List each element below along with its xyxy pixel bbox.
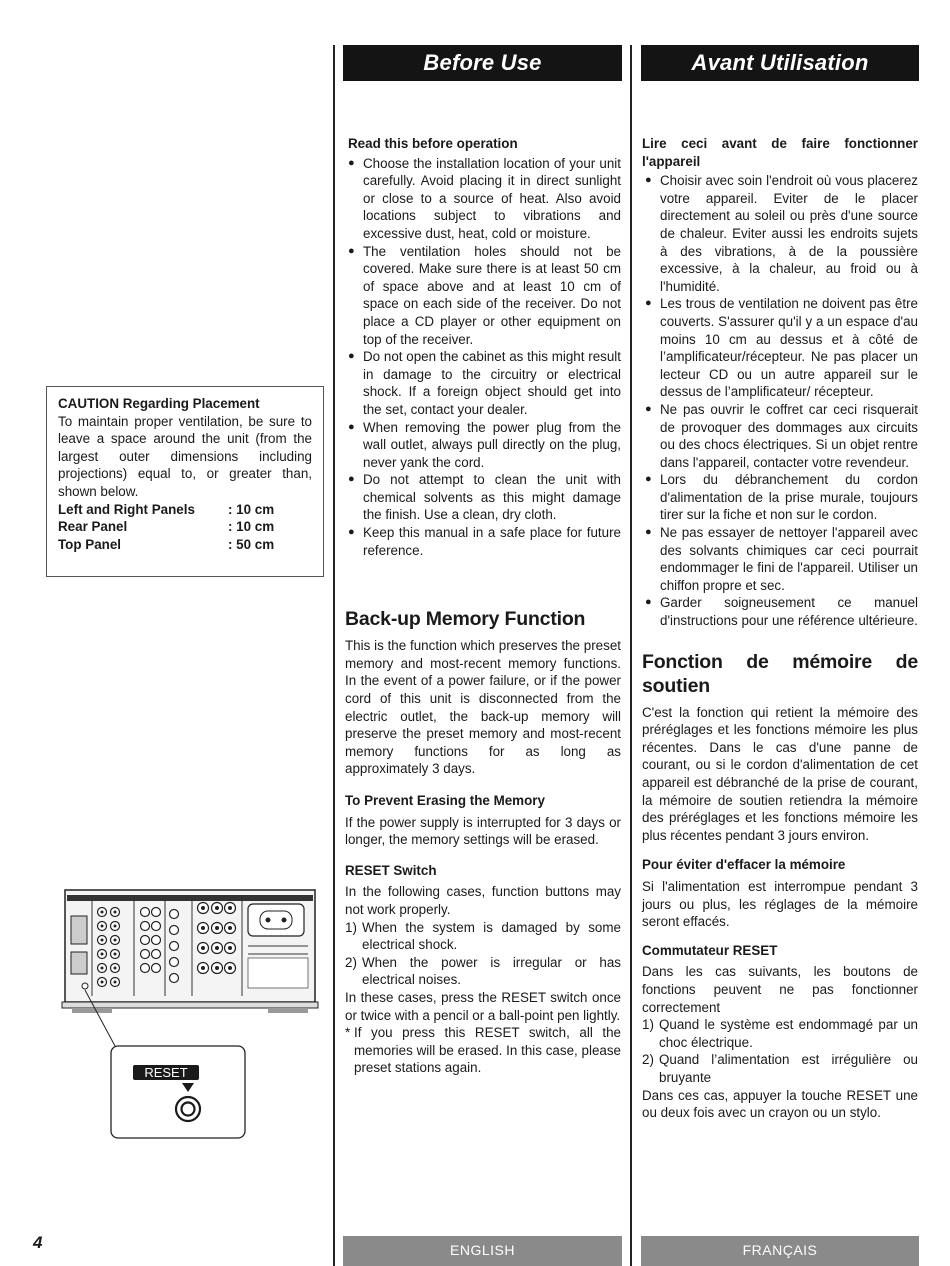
prevent-erasing-body: If the power supply is interrupted for 3 days or longer, the memory settings will be erased. [345, 814, 621, 848]
spec-label: Top Panel [58, 536, 121, 552]
caution-body: To maintain proper ventilation, be sure to leave a space around the unit (from the largest outer dimensions including projections) equal to, or greater than, shown below. [58, 413, 312, 499]
english-column [345, 135, 621, 1077]
spec-label: Rear Panel [58, 519, 128, 535]
spec-row [58, 501, 312, 519]
column-divider-left [333, 45, 335, 1266]
item-number: 2) [345, 954, 357, 970]
memoire-soutien-heading: Fonction de mémoire de soutien [642, 650, 918, 697]
reset-intro: In the following cases, function buttons may not work properly. [345, 884, 621, 917]
list-item: ● Keep this manual in a safe place for future reference. [348, 524, 621, 559]
french-bullet-list [645, 172, 918, 629]
column-divider-right [630, 45, 632, 1266]
french-intro-title: Lire ceci avant de faire fonctionner l'appareil [642, 136, 918, 169]
list-item: ● When removing the power plug from the wall outlet, always pull directly on the plug, never yank the cord. [348, 419, 621, 472]
spec-row [58, 518, 312, 536]
list-item: ● Choose the installation location of your unit carefully. Avoid placing it in direct sunlight or close to a source of heat. Also avoid locations subject to vibrations and excessive dust, heat, cold or moisture. [348, 155, 621, 243]
list-item [642, 1016, 918, 1051]
list-item: ● Ne pas essayer de nettoyer l'appareil avec des solvants chimiques car ceci pourrait endommager le fini de l'appareil. Utiliser un chiffon propre et sec. [645, 524, 918, 594]
footer-english: ENGLISH [343, 1236, 622, 1266]
english-intro-title: Read this before operation [348, 136, 518, 151]
list-item [642, 1051, 918, 1086]
prevent-erasing-heading: To Prevent Erasing the Memory [345, 793, 545, 808]
commutateur-reset-heading: Commutateur RESET [642, 942, 778, 958]
eviter-effacer-body: Si l'alimentation est interrompue pendant 3 jours ou plus, les réglages de la mémoire seront effacés. [642, 878, 918, 930]
receiver-rear-panel-drawing [60, 884, 320, 1144]
backup-memory-body: This is the function which preserves the preset memory and most-recent memory functions. In the event of a power failure, or if the power cord of this unit is disconnected from the electric outlet, the back-up memory will preserve the preset memory and most-recent memory functions for as long as approximately 3 days. [345, 638, 621, 777]
header-avant-utilisation: Avant Utilisation [641, 45, 919, 81]
spec-value: : 10 cm [228, 501, 275, 517]
note-asterisk: * [345, 1025, 351, 1041]
list-item: ● Ne pas ouvrir le coffret car ceci risquerait de provoquer des dommages aux circuits ou des chocs électriques. Si un objet rentre dans l'appareil, contacter votre revendeur. [645, 401, 918, 471]
list-item [345, 919, 621, 954]
page-number: 4 [33, 1233, 43, 1252]
item-text: Quand l’alimentation est irrégulière ou bruyante [659, 1052, 918, 1085]
list-item: ● Do not open the cabinet as this might result in damage to the circuitry or electrical shock. If a foreign object should get into the set, contact your dealer. [348, 348, 621, 418]
reset-label: RESET [144, 1065, 188, 1080]
item-text: When the system is damaged by some electrical shock. [362, 919, 621, 953]
spec-row [58, 536, 312, 554]
reset-cases-list [345, 919, 621, 989]
reset-instructions-fr: Dans ces cas, appuyer la touche RESET une ou deux fois avec un crayon ou un stylo. [642, 1087, 918, 1121]
list-item: ● Lors du débranchement du cordon d'alimentation de la prise murale, toujours tirer sur la fiche et non sur le cordon. [645, 471, 918, 524]
receiver-rear-panel-illustration [60, 884, 320, 1144]
spec-value: : 10 cm [228, 519, 275, 535]
list-item: ● Les trous de ventilation ne doivent pas être couverts. S'assurer qu'il y a un espace d'au moins 10 cm au dessus et à côté de l’amplificateur/récepteur. Ne pas placer un lecteur CD ou un autre appareil sur le dessus de l’amplificateur/ récepteur. [645, 295, 918, 401]
list-item: ● Choisir avec soin l'endroit où vous placerez votre appareil. Eviter de le placer directement au soleil ou près d'une source de chaleur. Eviter aussi les endroits sujets à des vibrations, à de la poussière excessive, à la chaleur, au froid ou à l'humidité. [645, 172, 918, 295]
footer-francais: FRANÇAIS [641, 1236, 919, 1266]
caution-title: CAUTION Regarding Placement [58, 396, 260, 411]
reset-cases-list-fr [642, 1016, 918, 1086]
item-text: When the power is irregular or has electrical noises. [362, 954, 621, 988]
note-text: If you press this RESET switch, all the memories will be erased. In this case, please preset stations again. [354, 1025, 621, 1076]
item-number: 1) [642, 1017, 654, 1033]
memoire-soutien-body: C'est la fonction qui retient la mémoire des préréglages et les fonctions mémoire les plus récentes. Dans le cas d'une panne de courant, ou si le cordon d'alimentation de cet appareil est débranché de la prise de courant, la mémoire de soutien retiendra la mémoire des préréglages et les fonctions mémoire les plus récentes pendant 3 jours environ. [642, 704, 918, 843]
header-before-use: Before Use [343, 45, 622, 81]
reset-intro-fr: Dans les cas suivants, les boutons de fonctions peuvent ne pas fonctionner correctement [642, 964, 918, 1015]
list-item: ● The ventilation holes should not be covered. Make sure there is at least 50 cm of space above and at least 10 cm of space on each side of the receiver. Do not place a CD player or other equipment on top of the receiver. [348, 243, 621, 349]
item-number: 2) [642, 1052, 654, 1068]
reset-instructions: In these cases, press the RESET switch once or twice with a pencil or a ball-point pen lightly. [345, 989, 621, 1023]
list-item [345, 954, 621, 989]
french-column [642, 135, 918, 1122]
list-item: ● Garder soigneusement ce manuel d'instructions pour une référence ultérieure. [645, 594, 918, 629]
eviter-effacer-heading: Pour éviter d'effacer la mémoire [642, 857, 846, 873]
reset-note [345, 1024, 621, 1077]
caution-box [46, 386, 324, 577]
item-text: Quand le système est endommagé par un choc électrique. [659, 1017, 918, 1050]
item-number: 1) [345, 919, 357, 935]
reset-switch-heading: RESET Switch [345, 862, 437, 878]
backup-memory-heading: Back-up Memory Function [345, 608, 586, 631]
list-item: ● Do not attempt to clean the unit with chemical solvents as this might damage the finish. Use a clean, dry cloth. [348, 471, 621, 524]
english-bullet-list [348, 155, 621, 560]
spec-value: : 50 cm [228, 536, 275, 552]
spec-label: Left and Right Panels [58, 501, 195, 517]
